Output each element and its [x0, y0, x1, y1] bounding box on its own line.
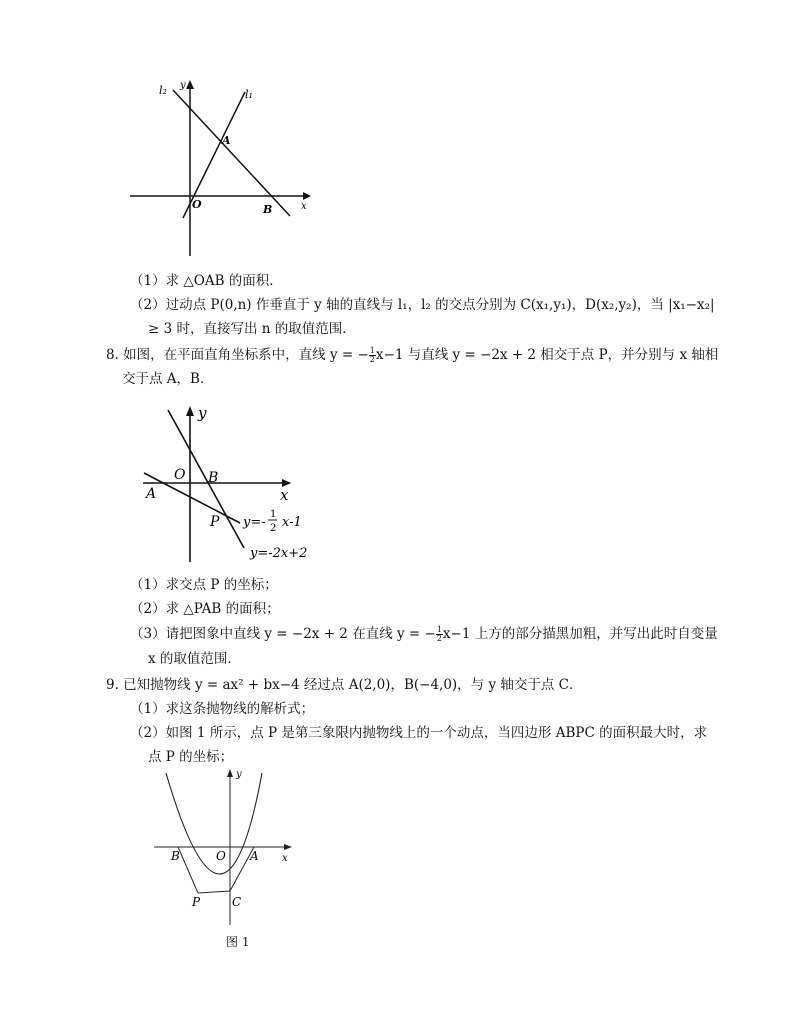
- q9-part1: （1）求这条抛物线的解析式；: [130, 701, 315, 717]
- label-A: A: [250, 849, 259, 863]
- label-B: B: [208, 470, 219, 486]
- q9-stem: 9. 已知抛物线 y = ax² + bx−4 经过点 A(2,0)，B(−4,0)，与 y 轴交于点 C．: [106, 677, 583, 693]
- line-y-neg-half-x-minus1: [144, 473, 240, 523]
- q8-part2: （2）求 △PAB 的面积；: [130, 601, 280, 617]
- x-axis-arrow: [303, 192, 311, 200]
- label-x: x: [301, 201, 307, 212]
- figure-caption: 图 1: [226, 935, 250, 949]
- q7-part2: （2）过动点 P(0,n) 作垂直于 y 轴的直线与 l₁，l₂ 的交点分别为 C(x₁,y₁)，D(x₂,y₂)，当 |x₁−x₂|: [130, 297, 715, 313]
- q8-part3-b: x−1 上方的部分描黑加粗，并写出此时自变量: [442, 626, 718, 642]
- figure-q7: [125, 78, 315, 263]
- q8-part3-a: （3）请把图象中直线 y = −2x + 2 在直线 y = −: [130, 626, 436, 642]
- q8-part3-cont: x 的取值范围．: [148, 651, 241, 667]
- label-A: A: [146, 486, 157, 502]
- label-y: y: [236, 769, 242, 780]
- q9-part2-cont: 点 P 的坐标；: [148, 749, 234, 765]
- segment-BP: [178, 847, 198, 893]
- label-y: y: [180, 80, 186, 91]
- q8-part3: [130, 625, 718, 643]
- label-A: A: [222, 134, 231, 147]
- y-axis-arrow: [227, 769, 233, 777]
- label-eq2: y=-2x+2: [250, 546, 308, 561]
- label-P: P: [210, 514, 220, 530]
- label-O: O: [216, 849, 226, 863]
- q8-stem-a: 8. 如图，在平面直角坐标系中，直线 y = −: [106, 347, 369, 363]
- label-l2: l₂: [159, 84, 167, 97]
- x-axis-arrow: [284, 844, 292, 850]
- label-eq1-a: y=-: [243, 515, 266, 530]
- label-O: O: [174, 467, 186, 483]
- label-P: P: [192, 895, 201, 909]
- figure-q8: [140, 402, 340, 567]
- q8-stem-cont: 交于点 A，B．: [122, 371, 214, 387]
- label-eq1-num: 1: [270, 509, 277, 520]
- label-eq1-den: 2: [270, 523, 277, 534]
- q8-part3-fraction: $\frac{1}{2}$: [436, 625, 442, 643]
- label-eq1-b: x-1: [282, 515, 302, 530]
- q7-part1: （1）求 △OAB 的面积．: [130, 273, 283, 289]
- label-x: x: [282, 853, 288, 864]
- label-l1: l₁: [245, 88, 253, 101]
- y-axis-arrow: [186, 80, 194, 89]
- label-O: O: [192, 198, 202, 211]
- label-C: C: [232, 895, 242, 909]
- q7-part2-cont: ≥ 3 时，直接写出 n 的取值范围．: [148, 321, 356, 337]
- q8-part1: （1）求交点 P 的坐标；: [130, 577, 278, 593]
- q8-stem: [106, 346, 718, 364]
- segment-PC: [198, 891, 230, 893]
- label-B: B: [263, 203, 273, 216]
- q8-stem-fraction: $\frac{1}{2}$: [369, 346, 375, 364]
- q8-stem-b: x−1 与直线 y = −2x + 2 相交于点 P，并分别与 x 轴相: [375, 347, 719, 363]
- label-x: x: [280, 486, 289, 504]
- figure-q9: [150, 765, 300, 930]
- q9-part2: （2）如图 1 所示，点 P 是第三象限内抛物线上的一个动点，当四边形 ABPC 的面积最大时，求: [130, 725, 708, 741]
- label-B: B: [171, 849, 180, 863]
- y-axis-arrow: [186, 406, 194, 416]
- label-y: y: [198, 404, 207, 422]
